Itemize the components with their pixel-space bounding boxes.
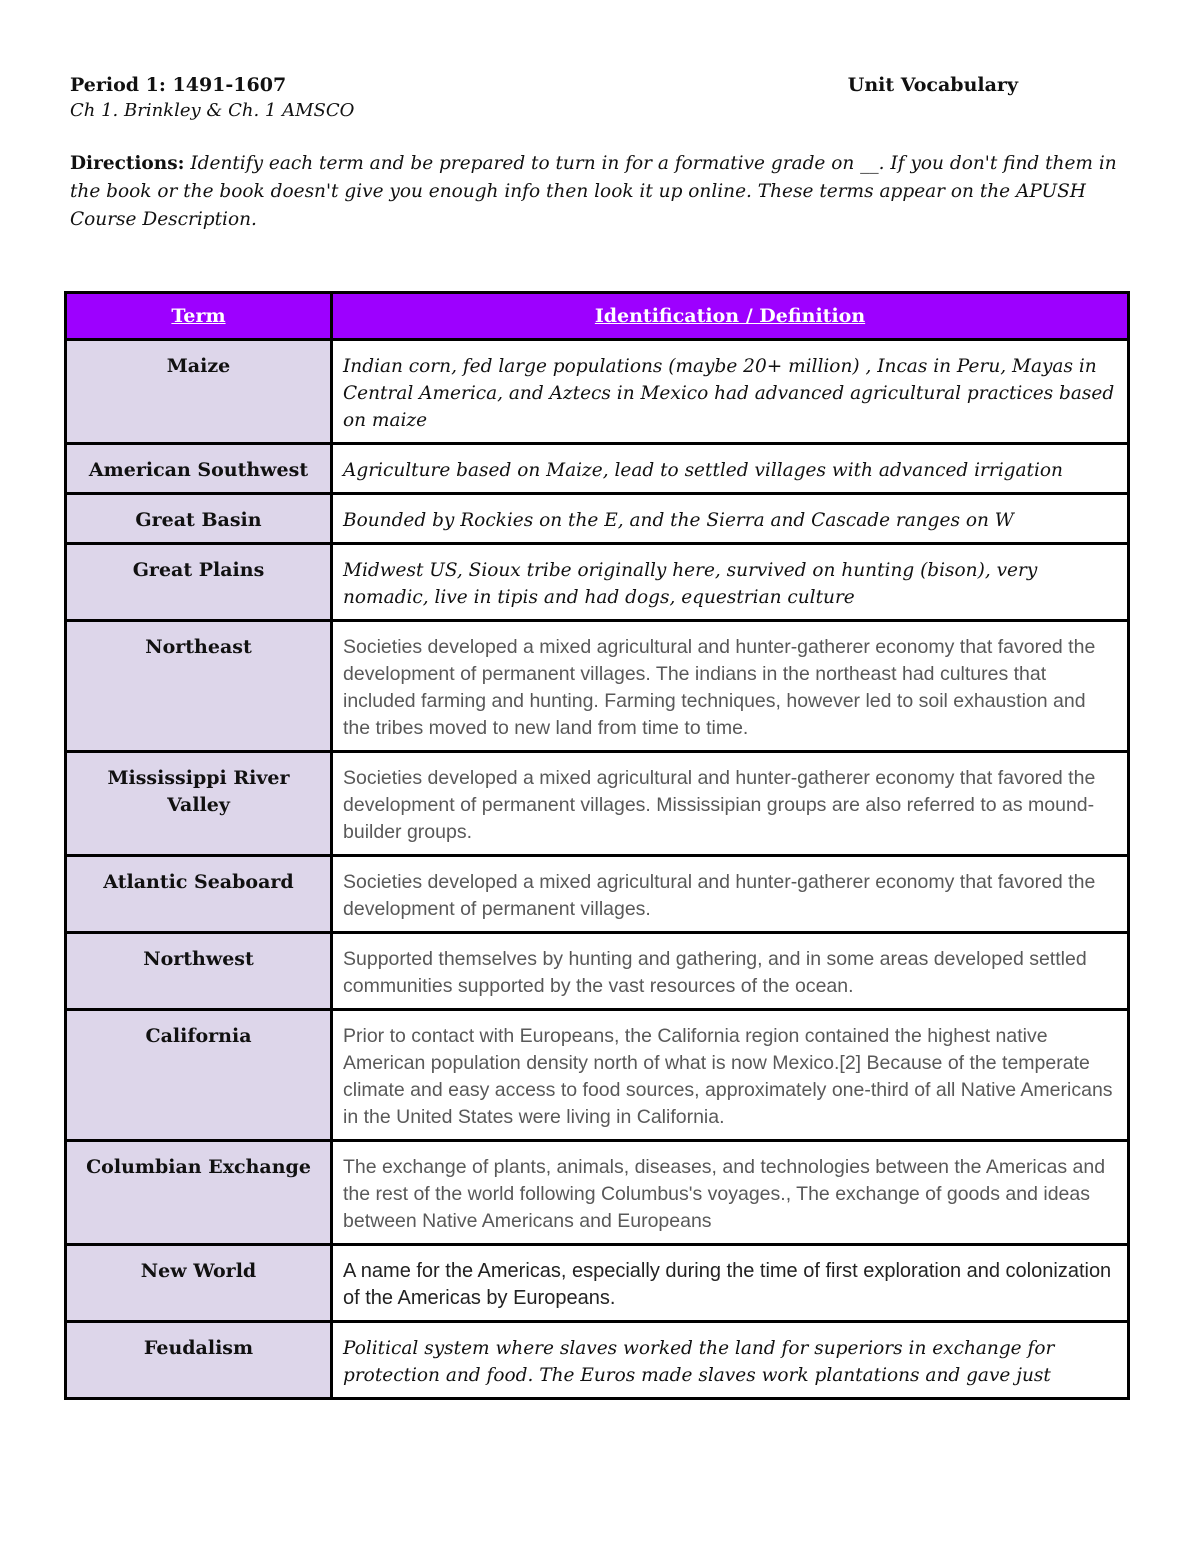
document-header (70, 72, 1130, 234)
term-header-link[interactable]: Term (171, 305, 226, 327)
term-cell: California (66, 1010, 332, 1141)
table-row (66, 752, 1129, 856)
vocabulary-table (64, 291, 1130, 1400)
table-row (66, 621, 1129, 752)
table-row (66, 1322, 1129, 1399)
table-row (66, 340, 1129, 444)
term-column-header (66, 293, 332, 340)
term-cell: New World (66, 1245, 332, 1322)
definition-header-link[interactable]: Identification / Definition (594, 305, 866, 327)
unit-title: Unit Vocabulary (847, 74, 1018, 96)
term-cell: Atlantic Seaboard (66, 856, 332, 933)
definition-cell: Bounded by Rockies on the E, and the Sierra and Cascade ranges on W (332, 494, 1129, 544)
definition-cell: Societies developed a mixed agricultural and hunter-gatherer economy that favored the development of permanent villages. (332, 856, 1129, 933)
definition-cell: Indian corn, fed large populations (maybe 20+ million) , Incas in Peru, Mayas in Central America, and Aztecs in Mexico had advanced agricultural practices based on maize (332, 340, 1129, 444)
term-cell: Columbian Exchange (66, 1141, 332, 1245)
directions-label: Directions: (70, 153, 185, 174)
term-cell: Great Basin (66, 494, 332, 544)
table-row (66, 1141, 1129, 1245)
definition-cell: Midwest US, Sioux tribe originally here, survived on hunting (bison), very nomadic, live in tipis and had dogs, equestrian culture (332, 544, 1129, 621)
definition-cell: Political system where slaves worked the land for superiors in exchange for protection and food. The Euros made slaves work plantations and gave just (332, 1322, 1129, 1399)
directions (70, 150, 1120, 234)
term-cell: Mississippi River Valley (66, 752, 332, 856)
definition-cell: A name for the Americas, especially during the time of first exploration and colonization of the Americas by Europeans. (332, 1245, 1129, 1322)
definition-cell: Prior to contact with Europeans, the California region contained the highest native American population density north of what is now Mexico.[2] Because of the temperate climate and easy access to food sources, approximately one-third of all Native Americans in the United States were living in California. (332, 1010, 1129, 1141)
term-cell: Maize (66, 340, 332, 444)
definition-column-header (332, 293, 1129, 340)
term-cell: American Southwest (66, 444, 332, 494)
definition-cell: Agriculture based on Maize, lead to settled villages with advanced irrigation (332, 444, 1129, 494)
table-header-row (66, 293, 1129, 340)
directions-text: Identify each term and be prepared to turn in for a formative grade on __. If you don't find them in the book or the book doesn't give you enough info then look it up online. These terms appear on the APUSH Course Description. (70, 153, 1117, 230)
definition-cell: Societies developed a mixed agricultural and hunter-gatherer economy that favored the development of permanent villages. Mississipian groups are also referred to as mound-builder groups. (332, 752, 1129, 856)
term-cell: Northwest (66, 933, 332, 1010)
term-cell: Northeast (66, 621, 332, 752)
definition-cell: The exchange of plants, animals, diseases, and technologies between the Americas and the rest of the world following Columbus's voyages., The exchange of goods and ideas between Native Americans and Europeans (332, 1141, 1129, 1245)
period-title: Period 1: 1491-1607 (70, 74, 287, 96)
header-line (70, 72, 1130, 98)
term-cell: Feudalism (66, 1322, 332, 1399)
table-row (66, 856, 1129, 933)
term-cell: Great Plains (66, 544, 332, 621)
definition-cell: Supported themselves by hunting and gathering, and in some areas developed settled communities supported by the vast resources of the ocean. (332, 933, 1129, 1010)
table-row (66, 444, 1129, 494)
table-row (66, 544, 1129, 621)
table-row (66, 933, 1129, 1010)
table-row (66, 1245, 1129, 1322)
definition-cell: Societies developed a mixed agricultural and hunter-gatherer economy that favored the development of permanent villages. The indians in the northeast had cultures that included farming and hunting. Farming techniques, however led to soil exhaustion and the tribes moved to new land from time to time. (332, 621, 1129, 752)
table-row (66, 494, 1129, 544)
chapters-subtitle: Ch 1. Brinkley & Ch. 1 AMSCO (70, 100, 355, 121)
table-row (66, 1010, 1129, 1141)
